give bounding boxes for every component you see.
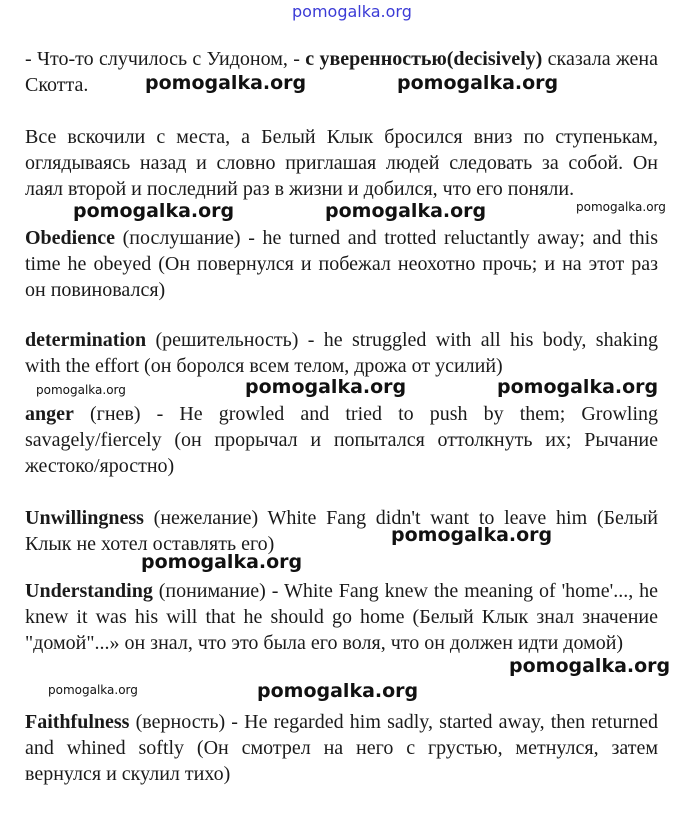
entry-understanding <box>25 578 658 656</box>
entry-term: anger <box>25 403 74 425</box>
watermark: pomogalka.org <box>141 551 303 573</box>
watermark: pomogalka.org <box>576 200 666 214</box>
entry-text: (послушание) - he turned and trotted reluctantly away; and this time he obeyed (Он повернулся и побежал неохотно прочь; и на этот раз он повиновался) <box>25 227 658 301</box>
entry-term: Obedience <box>25 227 115 249</box>
entry-text: (нежелание) White Fang didn't want to leave him (Белый Клык не хотел оставлять его) <box>25 507 658 555</box>
intro-text-a: - Что-то случилось с Уидоном, - <box>25 48 300 70</box>
entry-term: Faithfulness <box>25 711 130 733</box>
entry-text: (верность) - He regarded him sadly, started away, then returned and whined softly (Он смотрел на него с грустью, метнулся, затем вернулся и скулил тихо) <box>25 711 658 785</box>
watermark: pomogalka.org <box>36 383 126 397</box>
watermark: pomogalka.org <box>497 376 659 398</box>
watermark: pomogalka.org <box>73 200 235 222</box>
entry-obedience <box>25 225 658 303</box>
paragraph-intro <box>25 46 658 98</box>
entry-term: Understanding <box>25 580 153 602</box>
watermark: pomogalka.org <box>245 376 407 398</box>
entry-unwillingness <box>25 505 658 557</box>
header-site-watermark: pomogalka.org <box>292 2 412 21</box>
entry-faithfulness <box>25 709 658 787</box>
entry-term: Unwillingness <box>25 507 144 529</box>
watermark: pomogalka.org <box>509 655 671 677</box>
watermark: pomogalka.org <box>391 524 553 546</box>
paragraph-story: Все вскочили с места, а Белый Клык бросился вниз по ступенькам, оглядываясь назад и словно приглашая людей следовать за собой. Он лаял второй и последний раз в жизни и добился, что его поняли. <box>25 126 658 200</box>
entry-text: (понимание) - White Fang knew the meaning of 'home'..., he knew it was his will that he should go home (Белый Клык знал значение "домой"...» он знал, что это была его воля, что он должен идти домой) <box>25 580 658 654</box>
watermark: pomogalka.org <box>257 680 419 702</box>
entry-anger <box>25 401 658 479</box>
watermark: pomogalka.org <box>325 200 487 222</box>
watermark: pomogalka.org <box>48 683 138 697</box>
entry-determination <box>25 327 658 379</box>
intro-text-c: сказала жена Скотта. <box>25 48 659 96</box>
watermark: pomogalka.org <box>397 72 559 94</box>
watermark: pomogalka.org <box>145 72 307 94</box>
entry-text: (решительность) - he struggled with all his body, shaking with the effort (он боролся всем телом, дрожа от усилий) <box>25 329 658 377</box>
entry-term: determination <box>25 329 147 351</box>
entry-text: (гнев) - He growled and tried to push by them; Growling savagely/fiercely (он прорычал и попытался оттолкнуть их; Рычание жестоко/яростно) <box>25 403 658 477</box>
intro-text-bold: с уверенностью(decisively) <box>305 48 543 70</box>
